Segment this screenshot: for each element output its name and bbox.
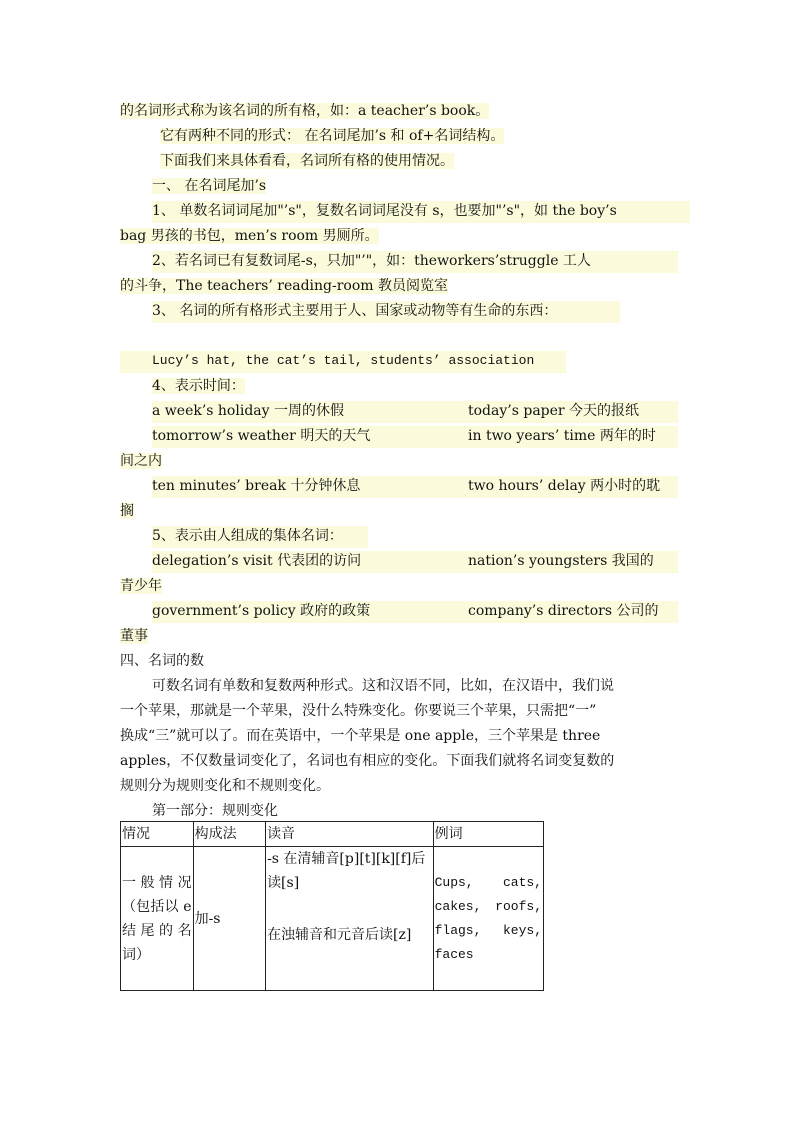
group-example-cont-text: 董事: [120, 628, 148, 644]
paragraph-text: 换成“三”就可以了。而在英语中，一个苹果是 one apple，三个苹果是 three: [120, 728, 601, 744]
time-example-left: a week’s holiday 一周的休假: [152, 403, 344, 419]
intro-text-1: 的名词形式称为该名词的所有格，如：a teacher’s book。: [120, 103, 490, 119]
table-header-situation: 情况: [121, 822, 194, 847]
rule-3-line: [152, 301, 620, 323]
group-example-cont: [120, 576, 162, 598]
rule-5-line: [152, 526, 368, 548]
paragraph-line: [120, 726, 600, 748]
rule-4-text: 4、表示时间：: [152, 378, 245, 394]
time-example-left: ten minutes’ break 十分钟休息: [152, 478, 361, 494]
part-1-heading-text: 第一部分：规则变化: [152, 803, 278, 819]
group-example-right: nation’s youngsters 我国的: [468, 553, 654, 569]
rule-5-text: 5、表示由人组成的集体名词：: [152, 528, 343, 544]
group-example-cont-text: 青少年: [120, 578, 162, 594]
section-4-heading: [120, 651, 204, 673]
pronunciation-voiced: 在浊辅音和元音后读[z]: [267, 927, 412, 943]
time-example-left: tomorrow’s weather 明天的天气: [152, 428, 371, 444]
paragraph-text: 一个苹果，那就是一个苹果，没什么特殊变化。你要说三个苹果，只需把“一”: [120, 703, 597, 719]
paragraph-text: 可数名词有单数和复数两种形式。这和汉语不同，比如，在汉语中，我们说: [152, 678, 614, 694]
rule-1-text-b: bag 男孩的书包，men’s room 男厕所。: [120, 228, 379, 244]
time-example-cont: [120, 501, 134, 523]
intro-text-3: 下面我们来具体看看，名词所有格的使用情况。: [160, 153, 454, 169]
paragraph-text: apples，不仅数量词变化了，名词也有相应的变化。下面我们就将名词变复数的: [120, 753, 615, 769]
group-example-row: [152, 601, 678, 623]
group-example-cont: [120, 626, 148, 648]
rule-2-text-a: 2、若名词已有复数词尾-s，只加"’"，如：theworkers’struggle 工人: [152, 253, 591, 269]
time-example-right: two hours’ delay 两小时的耽: [468, 478, 661, 494]
group-example-row: [152, 551, 678, 573]
rule-1-line-b: [120, 226, 379, 248]
time-example-row: [152, 401, 678, 423]
intro-text-2: 它有两种不同的形式： 在名词尾加’s 和 of+名词结构。: [160, 128, 505, 144]
paragraph-line: [120, 701, 596, 723]
table-header-formation: 构成法: [193, 822, 265, 847]
intro-line-3: [160, 151, 454, 173]
paragraph-line: [152, 676, 614, 698]
rule-2-line-a: [152, 251, 678, 273]
section-1-heading-text: 一、 在名词尾加’s: [152, 178, 267, 194]
time-example-row: [152, 426, 678, 448]
rule-1-text-a: 1、 单数名词词尾加"’s"，复数名词词尾没有 s，也要加"’s"，如 the boy’s: [152, 203, 617, 219]
table-header-examples: 例词: [433, 822, 543, 847]
rule-2-line-b: [120, 276, 448, 298]
paragraph-line: [120, 776, 330, 798]
group-example-left: delegation’s visit 代表团的访问: [152, 553, 362, 569]
time-example-right: in two years’ time 两年的时: [468, 428, 656, 444]
group-example-left: government’s policy 政府的政策: [152, 603, 371, 619]
pronunciation-voiceless: -s 在清辅音[p][t][k][f]后读[s]: [267, 851, 426, 891]
rule-3-example-text: Lucy’s hat, the cat’s tail, students’ association: [152, 353, 535, 368]
rule-1-line-a: [152, 201, 690, 223]
table-header-pronunciation: 读音: [266, 822, 434, 847]
table-cell-formation: 加-s: [193, 847, 265, 991]
paragraph-line: [120, 751, 614, 773]
intro-line-1: [120, 101, 489, 123]
time-example-cont-text: 间之内: [120, 453, 162, 469]
rule-2-text-b: 的斗争，The teachers’ reading-room 教员阅览室: [120, 278, 449, 294]
intro-line-2: [160, 126, 504, 148]
time-example-row: [152, 476, 678, 498]
section-4-heading-text: 四、名词的数: [120, 653, 204, 669]
time-example-cont: [120, 451, 162, 473]
section-1-heading: [152, 176, 266, 198]
time-example-cont-text: 搁: [120, 503, 134, 519]
table-header-row: [121, 822, 544, 847]
part-1-heading: [152, 801, 278, 823]
time-example-right: today’s paper 今天的报纸: [468, 403, 640, 419]
rule-3-example: [120, 351, 566, 373]
table-cell-pronunciation: [266, 847, 434, 991]
rule-4-line: [152, 376, 245, 398]
table-row: [121, 847, 544, 991]
table-cell-examples: Cups, cats, cakes, roofs, flags, keys, faces: [433, 847, 543, 991]
paragraph-text: 规则分为规则变化和不规则变化。: [120, 778, 330, 794]
table-cell-situation: 一般情况（包括以 e 结尾的名词）: [121, 847, 194, 991]
rule-3-text: 3、 名词的所有格形式主要用于人、国家或动物等有生命的东西：: [152, 303, 558, 319]
group-example-right: company’s directors 公司的: [468, 603, 659, 619]
plural-rules-table: [120, 821, 544, 991]
